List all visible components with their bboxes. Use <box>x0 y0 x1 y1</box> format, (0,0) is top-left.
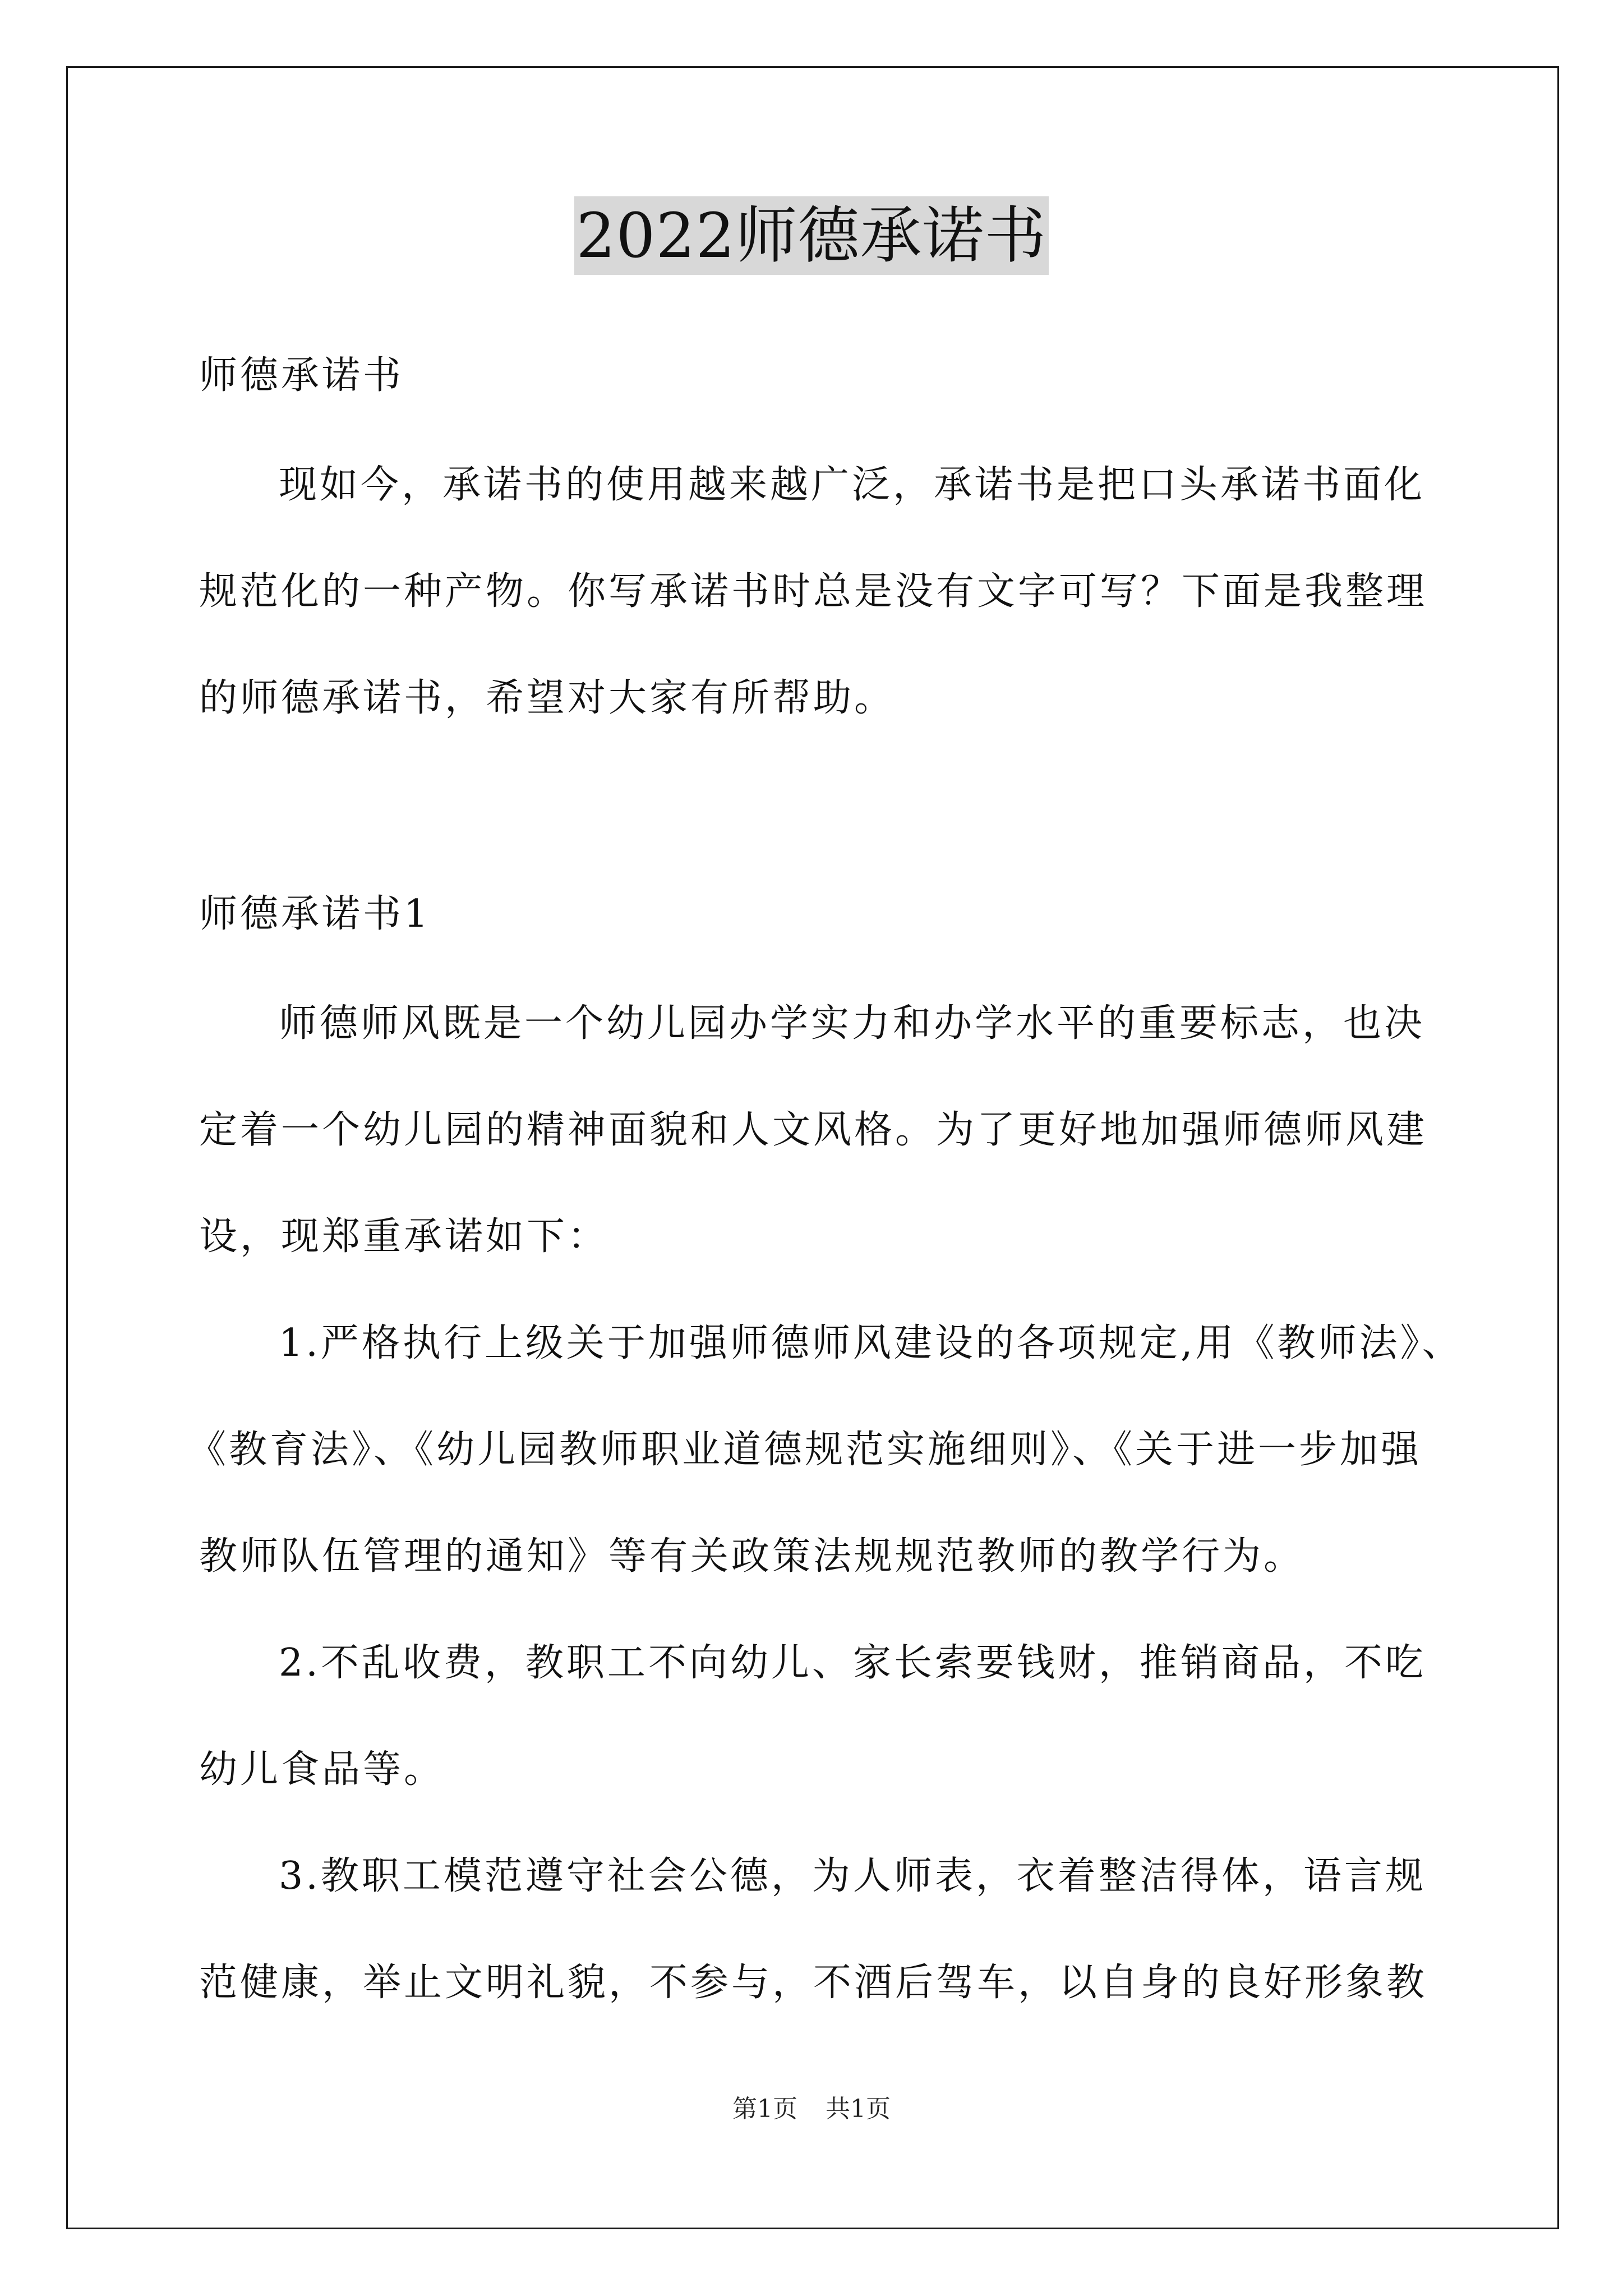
document-title: 2022师德承诺书 <box>574 196 1049 275</box>
list-item-1-line: 1.严格执行上级关于加强师德师风建设的各项规定,用《教师法》、 <box>279 1321 1463 1365</box>
page-number: 第1页 <box>732 2095 797 2123</box>
title-container <box>0 196 1623 275</box>
paragraph-line: 师德师风既是一个幼儿园办学实力和办学水平的重要标志，也决 <box>279 1001 1426 1046</box>
list-item-2-line: 幼儿食品等。 <box>199 1747 445 1792</box>
list-item-1-line: 教师队伍管理的通知》等有关政策法规规范教师的教学行为。 <box>199 1534 1305 1579</box>
list-item-1-line: 《教育法》、《幼儿园教师职业道德规范实施细则》、《关于进一步加强 <box>188 1428 1422 1472</box>
list-item-2-line: 2.不乱收费，教职工不向幼儿、家长索要钱财，推销商品，不吃 <box>279 1641 1426 1685</box>
section-heading-intro: 师德承诺书 <box>199 353 404 398</box>
paragraph-line: 现如今，承诺书的使用越来越广泛，承诺书是把口头承诺书面化 <box>279 463 1426 507</box>
list-item-3-line: 范健康，举止文明礼貌，不参与，不酒后驾车，以自身的良好形象教 <box>199 1961 1428 2005</box>
list-item-3-line: 3.教职工模范遵守社会公德，为人师表，衣着整洁得体，语言规 <box>279 1854 1426 1898</box>
paragraph-line: 规范化的一种产物。你写承诺书时总是没有文字可写？下面是我整理 <box>199 569 1428 614</box>
paragraph-line: 的师德承诺书，希望对大家有所帮助。 <box>199 676 896 720</box>
paragraph-line: 设，现郑重承诺如下： <box>199 1214 609 1259</box>
paragraph-line: 定着一个幼儿园的精神面貌和人文风格。为了更好地加强师德师风建 <box>199 1108 1428 1152</box>
section-heading-1: 师德承诺书1 <box>199 892 431 936</box>
page-total: 共1页 <box>826 2095 891 2123</box>
page-footer <box>0 2092 1623 2126</box>
